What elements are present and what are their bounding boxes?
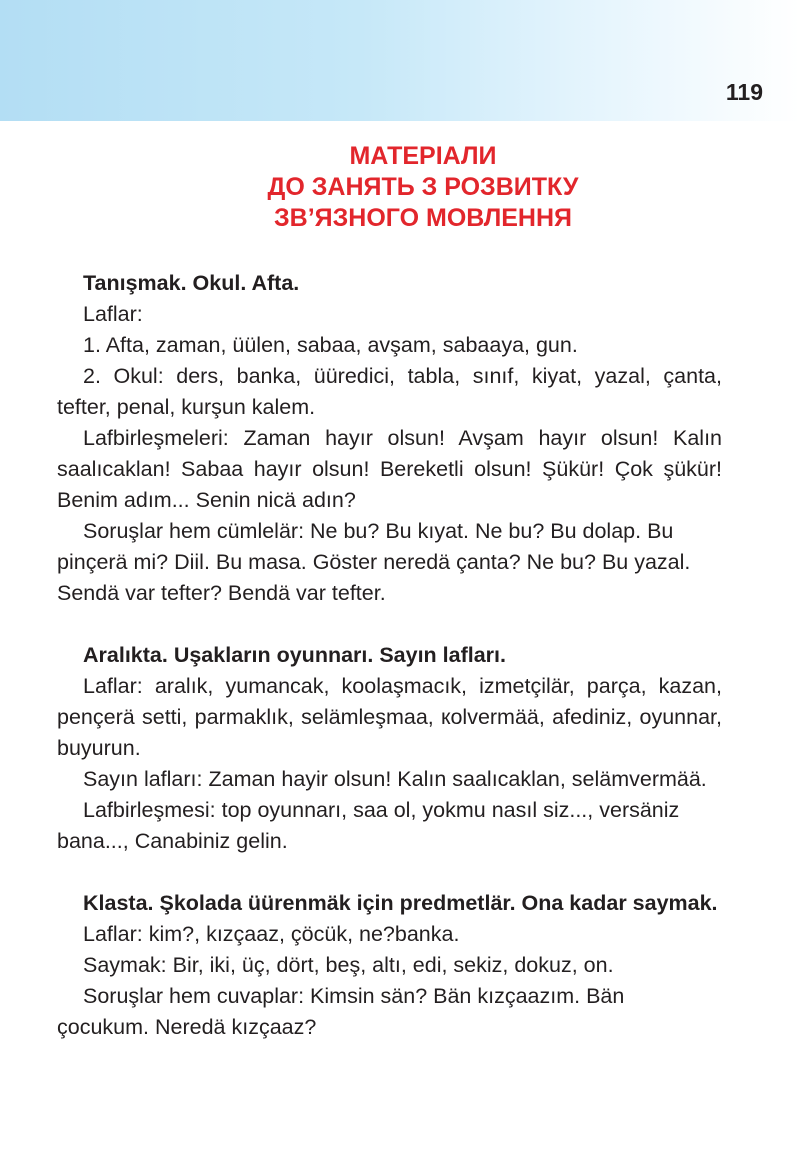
paragraph: Laflar: [83, 302, 143, 326]
section-introduction [57, 268, 722, 609]
section-classroom [57, 888, 722, 1043]
page-title [0, 141, 800, 234]
paragraph: Lafbirleşmesi: top oyunnarı, saa ol, yokmu nasıl siz..., versäniz bana..., Canabiniz gelin. [57, 798, 680, 853]
title-line: ЗВ’ЯЗНОГО МОВЛЕННЯ [273, 204, 573, 232]
paragraph: 1. Afta, zaman, üülen, sabaa, avşam, sabaaya, gun. [83, 333, 578, 357]
paragraph: Soruşlar hem cuvaplar: Kimsin sän? Bän kızçaazım. Bän çocukum. Neredä kızçaaz? [57, 984, 625, 1039]
section-break-games [57, 640, 722, 857]
section-heading: Klasta. Şkolada üürenmäk için predmetlär. Ona kadar saymak. [83, 891, 718, 915]
header-band [0, 0, 800, 121]
title-line: ДО ЗАНЯТЬ З РОЗВИТКУ [267, 173, 579, 201]
paragraph: Soruşlar hem cümlelär: Ne bu? Bu kıyat. Ne bu? Bu dolap. Bu pinçerä mi? Diil. Bu masa. Göster neredä çanta? Ne bu? Bu yazal. Sendä var tefter? Bendä var tefter. [57, 519, 691, 605]
paragraph: Laflar: aralık, yumancak, koolaşmacık, izmetçilär, parça, kazan, pençerä setti, parmaklık, selämleşmaa, кolvermää, afediniz, oyunnar, buyurun. [57, 674, 722, 760]
paragraph: Sayın lafları: Zaman hayir olsun! Kalın saalıcaklan, selämvermää. [83, 767, 707, 791]
paragraph: Laflar: kim?, kızçaaz, çöcük, ne?banka. [83, 922, 460, 946]
section-heading: Aralıkta. Uşakların oyunnarı. Sayın lafları. [83, 643, 506, 667]
paragraph: 2. Okul: ders, banka, üüredici, tabla, sınıf, kiyat, yazal, çanta, tefter, penal, kurşun kalem. [57, 364, 722, 419]
document-body [57, 268, 722, 1043]
page-number: 119 [725, 79, 763, 105]
paragraph: Saymak: Bir, iki, üç, dört, beş, altı, edi, sekiz, dokuz, on. [83, 953, 614, 977]
title-line: МАТЕРІАЛИ [349, 142, 497, 170]
section-heading: Tanışmak. Okul. Afta. [83, 271, 300, 295]
paragraph: Lafbirleşmeleri: Zaman hayır olsun! Avşam hayır olsun! Kalın saalıcaklan! Sabaa hayır olsun! Bereketli olsun! Şükür! Çok şükür! Benim adım... Senin nicä adın? [57, 426, 722, 512]
